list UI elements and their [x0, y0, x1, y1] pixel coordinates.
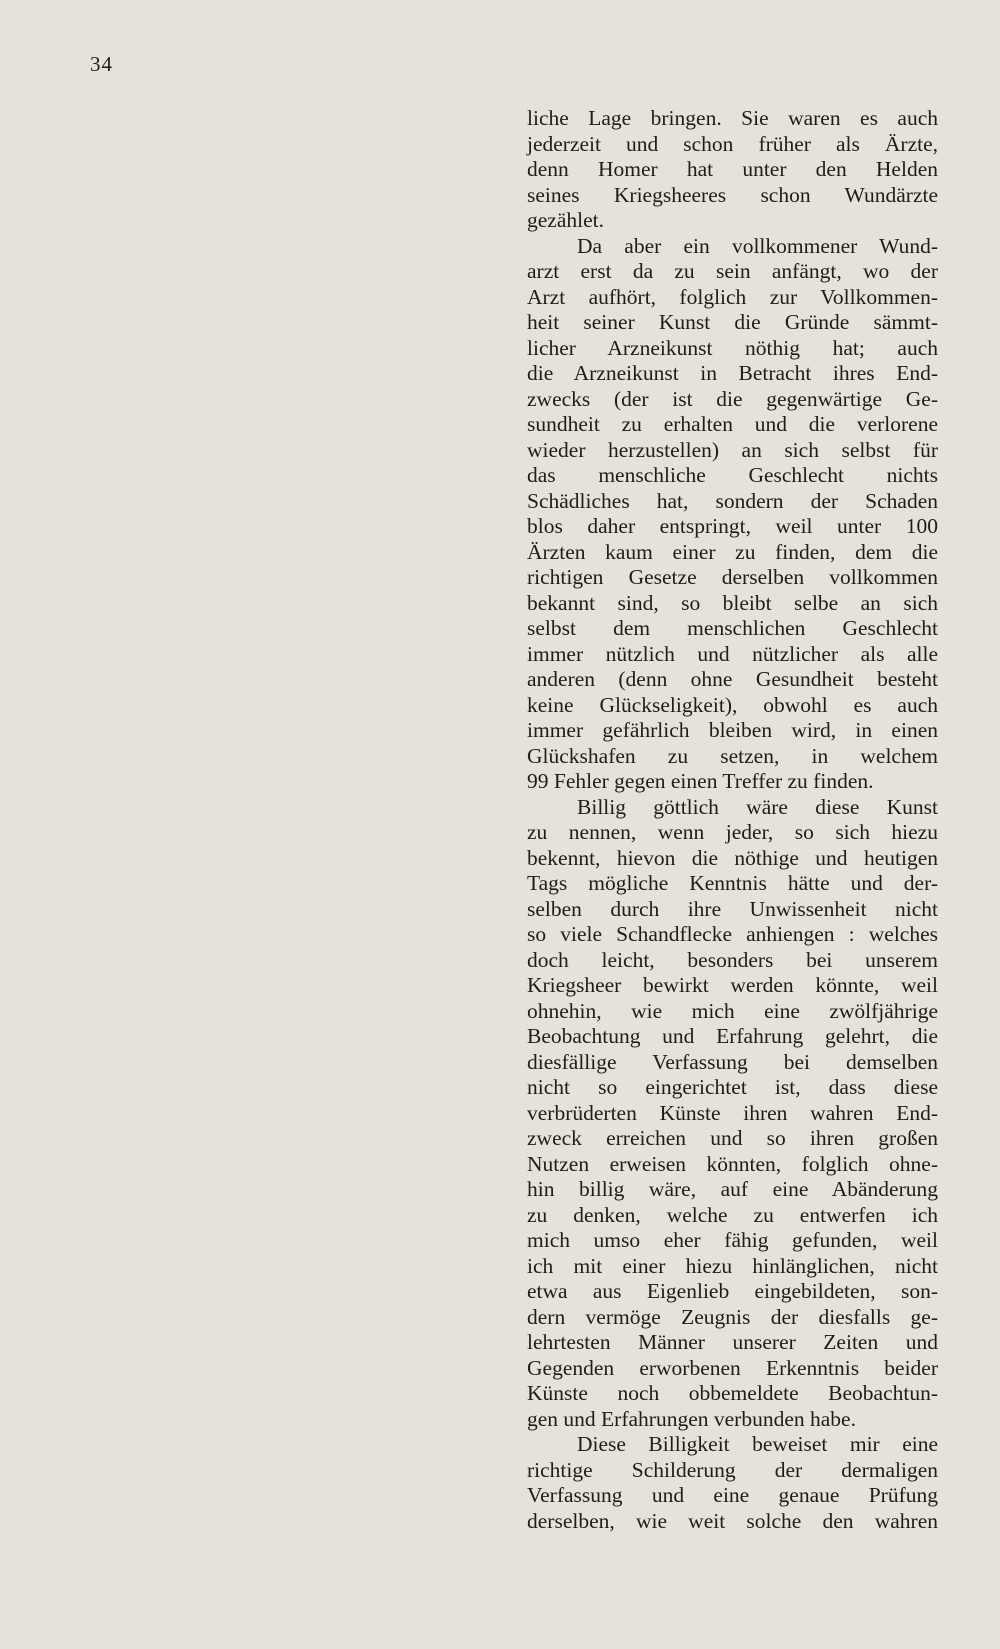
text-line: gezählet. — [527, 208, 604, 232]
text-line: doch leicht, besonders bei unserem — [527, 947, 938, 972]
text-line: Da aber ein vollkommener Wund- — [577, 233, 938, 258]
text-line: jederzeit und schon früher als Ärzte, — [527, 131, 938, 156]
text-line: denn Homer hat unter den Helden — [527, 157, 938, 181]
text-line: das menschliche Geschlecht nichts — [527, 463, 938, 487]
text-line: die Arzneikunst in Betracht ihres End- — [527, 361, 938, 385]
text-line: Ärzten kaum einer zu finden, dem die — [527, 539, 938, 564]
text-line: ich mit einer hiezu hinlänglichen, nicht — [527, 1253, 938, 1278]
page-number: 34 — [90, 52, 113, 76]
text-line: Schädliches hat, sondern der Schaden — [527, 488, 938, 513]
text-line: so viele Schandflecke anhiengen : welches — [527, 922, 938, 946]
text-line: dern vermöge Zeugnis der diesfalls ge- — [527, 1304, 938, 1329]
text-line: richtigen Gesetze derselben vollkommen — [527, 565, 938, 589]
text-line: derselben, wie weit solche den wahren — [527, 1508, 938, 1533]
text-line: zu denken, welche zu entwerfen ich — [527, 1202, 938, 1227]
text-line: Verfassung und eine genaue Prüfung — [527, 1483, 938, 1507]
text-line: licher Arzneikunst nöthig hat; auch — [527, 335, 938, 360]
text-line: Tags mögliche Kenntnis hätte und der- — [527, 871, 938, 895]
text-line: immer gefährlich bleiben wird, in einen — [527, 718, 938, 742]
text-line: diesfällige Verfassung bei demselben — [527, 1049, 938, 1074]
text-line: keine Glückseligkeit), obwohl es auch — [527, 692, 938, 717]
text-line: nicht so eingerichtet ist, dass diese — [527, 1075, 938, 1099]
text-line: Gegenden erworbenen Erkenntnis beider — [527, 1355, 938, 1380]
text-line: ohnehin, wie mich eine zwölfjährige — [527, 998, 938, 1023]
text-line: anderen (denn ohne Gesundheit besteht — [527, 667, 938, 691]
text-line: selben durch ihre Unwissenheit nicht — [527, 896, 938, 921]
body-text — [527, 106, 938, 1534]
text-line: Kriegsheer bewirkt werden könnte, weil — [527, 973, 938, 997]
text-line: Beobachtung und Erfahrung gelehrt, die — [527, 1024, 938, 1048]
text-line: zwecks (der ist die gegenwärtige Ge- — [527, 386, 938, 411]
text-line: hin billig wäre, auf eine Abänderung — [527, 1177, 938, 1201]
text-line: bekannt sind, so bleibt selbe an sich — [527, 590, 938, 615]
text-line: Diese Billigkeit beweiset mir eine — [577, 1432, 938, 1456]
text-line: 99 Fehler gegen einen Treffer zu finden. — [527, 769, 874, 793]
text-line: seines Kriegsheeres schon Wundärzte — [527, 182, 938, 207]
text-line: Arzt aufhört, folglich zur Vollkommen- — [527, 284, 938, 309]
text-line: wieder herzustellen) an sich selbst für — [527, 437, 938, 462]
text-line: blos daher entspringt, weil unter 100 — [527, 514, 938, 538]
text-line: sundheit zu erhalten und die verlorene — [527, 412, 938, 436]
text-line: selbst dem menschlichen Geschlecht — [527, 616, 938, 640]
text-line: zu nennen, wenn jeder, so sich hiezu — [527, 820, 938, 844]
text-line: mich umso eher fähig gefunden, weil — [527, 1228, 938, 1252]
text-line: lehrtesten Männer unserer Zeiten und — [527, 1330, 938, 1354]
text-line: verbrüderten Künste ihren wahren End- — [527, 1100, 938, 1125]
text-line: liche Lage bringen. Sie waren es auch — [527, 106, 938, 130]
text-line: heit seiner Kunst die Gründe sämmt- — [527, 310, 938, 334]
text-line: bekennt, hievon die nöthige und heutigen — [527, 845, 938, 870]
text-line: richtige Schilderung der dermaligen — [527, 1457, 938, 1482]
text-line: etwa aus Eigenlieb eingebildeten, son- — [527, 1279, 938, 1303]
text-line: immer nützlich und nützlicher als alle — [527, 641, 938, 666]
text-line: Billig göttlich wäre diese Kunst — [577, 794, 938, 819]
text-line: zweck erreichen und so ihren großen — [527, 1126, 938, 1150]
text-line: Nutzen erweisen könnten, folglich ohne- — [527, 1151, 938, 1176]
text-line: arzt erst da zu sein anfängt, wo der — [527, 259, 938, 283]
text-line: gen und Erfahrungen verbunden habe. — [527, 1406, 856, 1431]
text-line: Glückshafen zu setzen, in welchem — [527, 743, 938, 768]
text-line: Künste noch obbemeldete Beobachtun- — [527, 1381, 938, 1405]
